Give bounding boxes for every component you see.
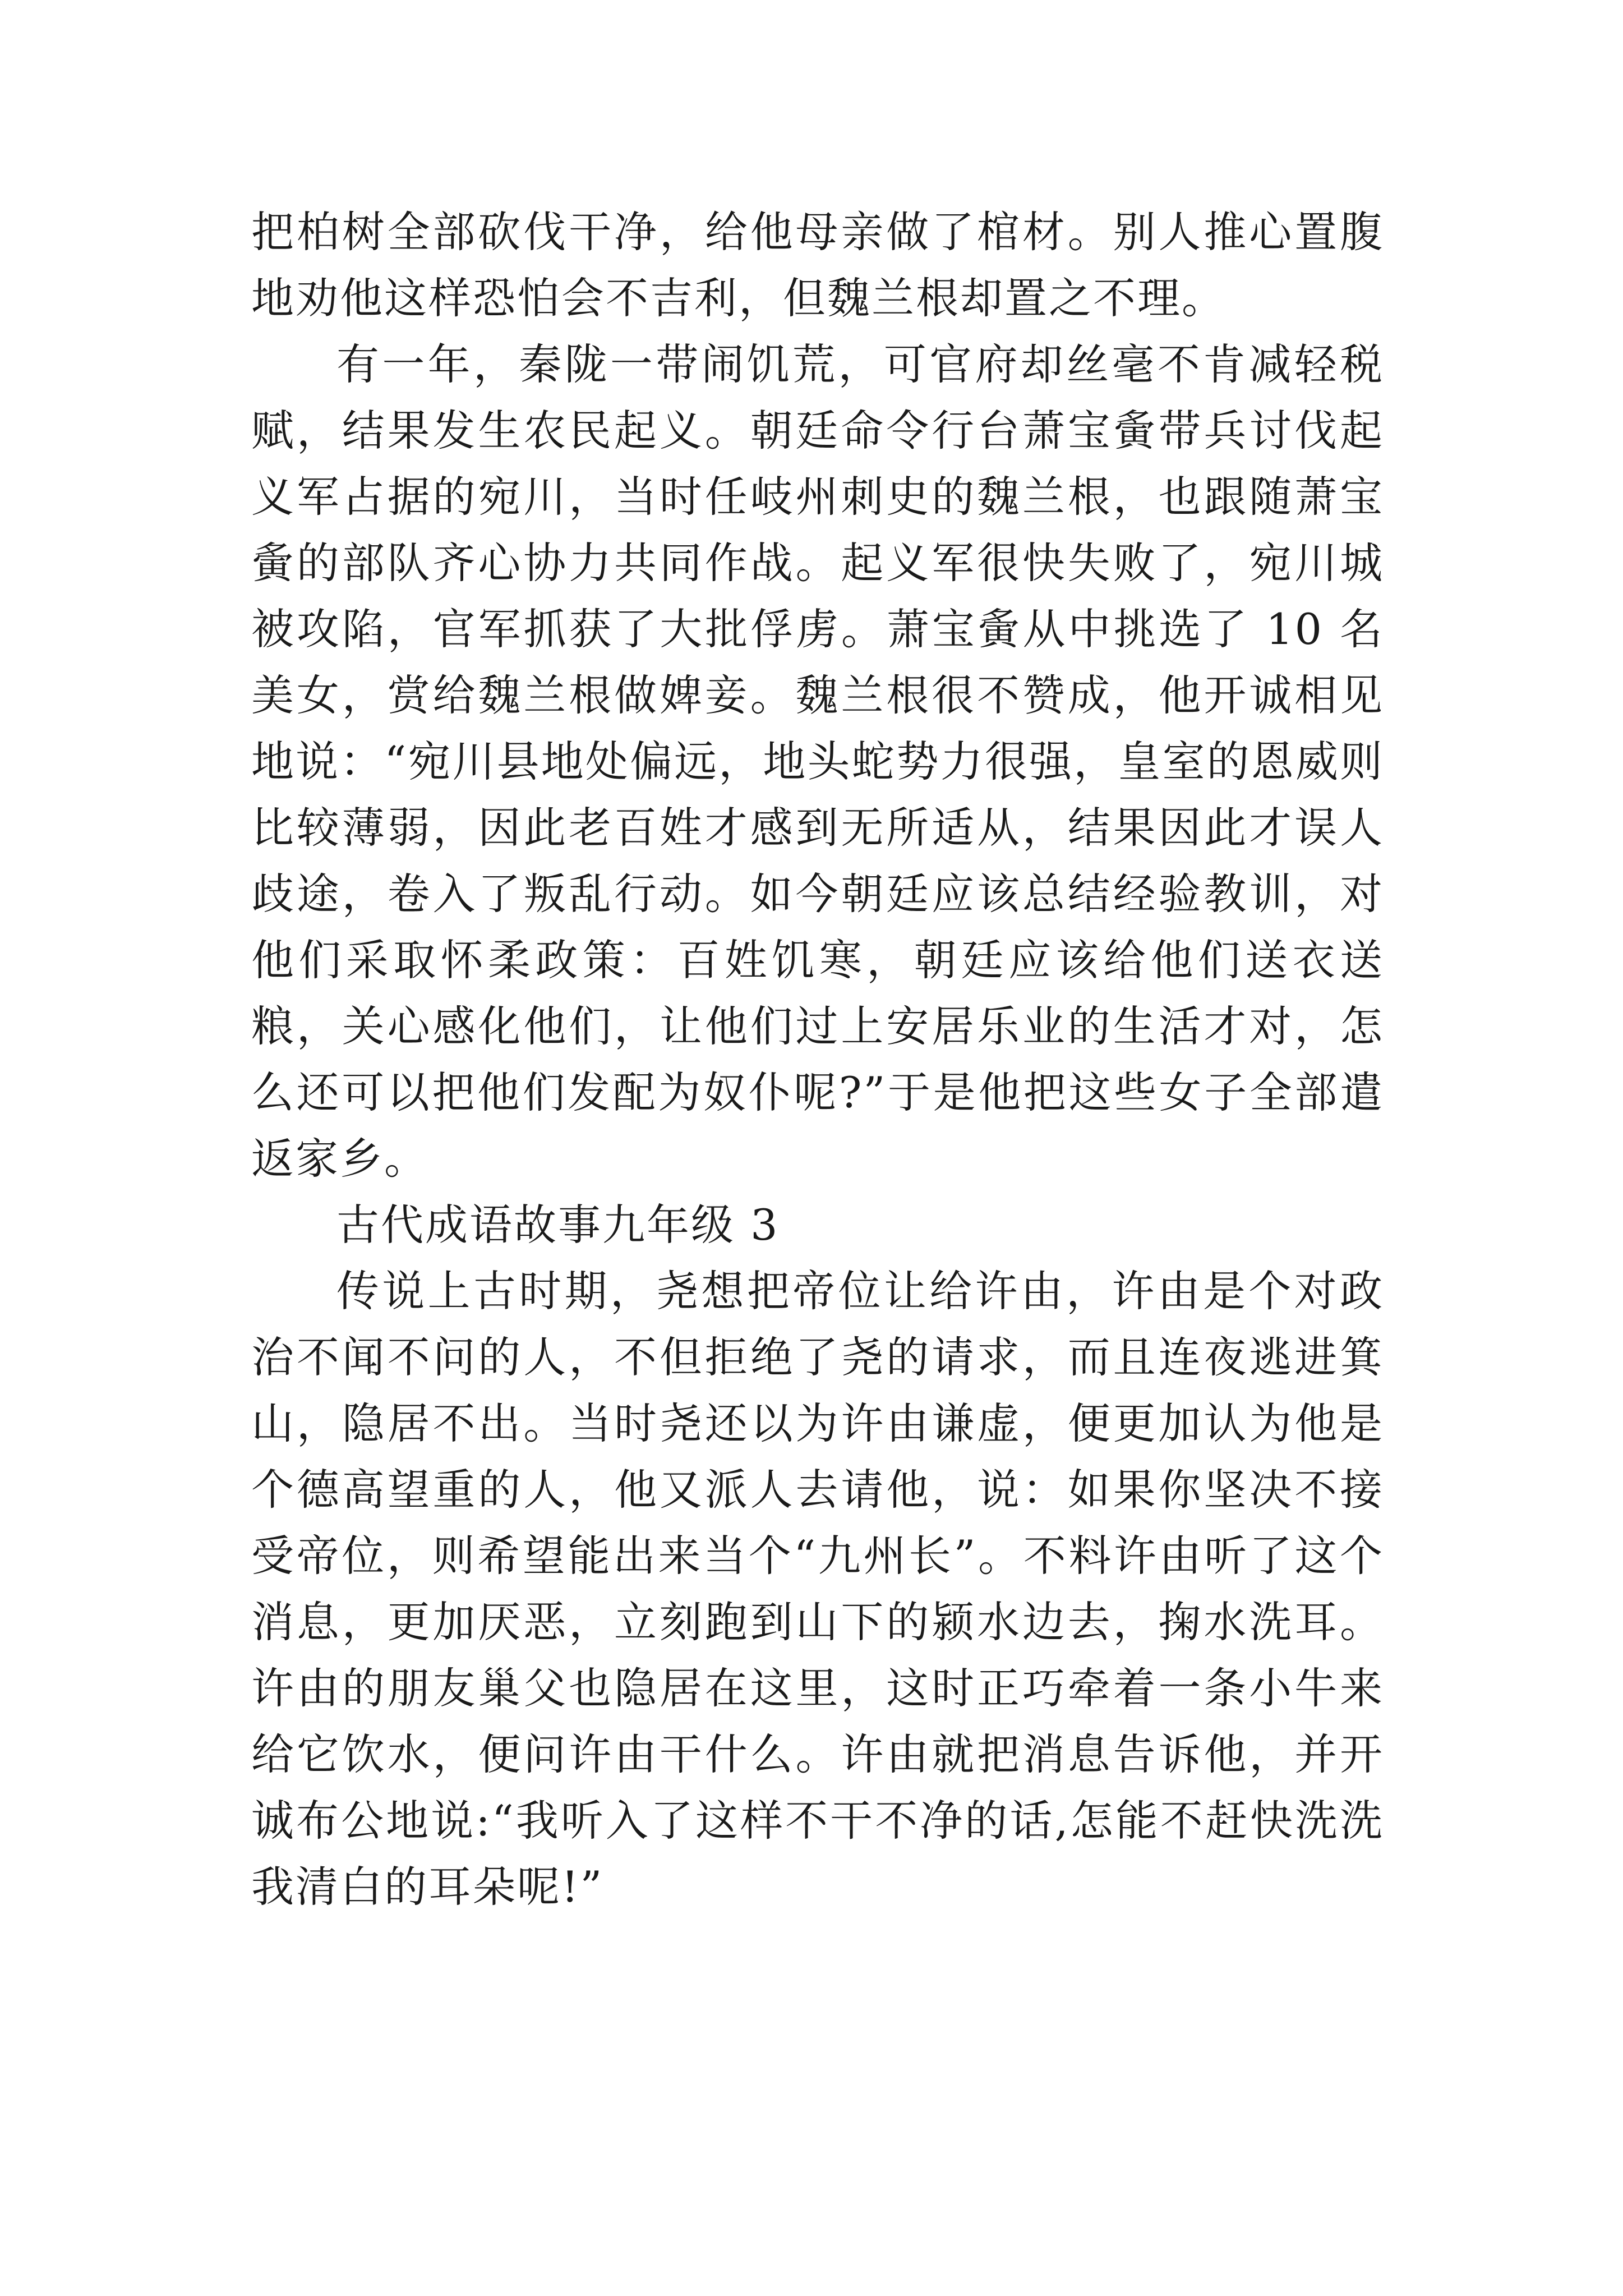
document-body xyxy=(251,199,1384,1920)
paragraph-2: 有一年，秦陇一带闹饥荒，可官府却丝毫不肯减轻税赋，结果发生农民起义。朝廷命令行台萧宝夤带兵讨伐起义军占据的宛川，当时任岐州刺史的魏兰根，也跟随萧宝夤的部队齐心协力共同作战。起义军很快失败了，宛川城被攻陷，官军抓获了大批俘虏。萧宝夤从中挑选了 10 名美女，赏给魏兰根做婢妾。魏兰根很不赞成，他开诚相见地说：“宛川县地处偏远，地头蛇势力很强，皇室的恩威则比较薄弱，因此老百姓才感到无所适从，结果因此才误人歧途，卷入了叛乱行动。如今朝廷应该总结经验教训，对他们采取怀柔政策：百姓饥寒，朝廷应该给他们送衣送粮，关心感化他们，让他们过上安居乐业的生活才对，怎么还可以把他们发配为奴仆呢?”于是他把这些女子全部遣返家乡。 xyxy=(251,339,1384,1184)
paragraph-3: 传说上古时期，尧想把帝位让给许由，许由是个对政治不闻不问的人，不但拒绝了尧的请求，而且连夜逃进箕山，隐居不出。当时尧还以为许由谦虚，便更加认为他是个德高望重的人，他又派人去请他，说：如果你坚决不接受帝位，则希望能出来当个“九州长”。不料许由听了这个消息，更加厌恶，立刻跑到山下的颍水边去，掬水洗耳。许由的朋友巢父也隐居在这里，这时正巧牵着一条小牛来给它饮水，便问许由干什么。许由就把消息告诉他，并开诚布公地说:“我听入了这样不干不净的话,怎能不赶快洗洗我清白的耳朵呢!” xyxy=(251,1266,1384,1912)
paragraph-1: 把柏树全部砍伐干净，给他母亲做了棺材。别人推心置腹地劝他这样恐怕会不吉利，但魏兰根却置之不理。 xyxy=(251,207,1384,323)
section-heading: 古代成语故事九年级 3 xyxy=(336,1200,780,1250)
